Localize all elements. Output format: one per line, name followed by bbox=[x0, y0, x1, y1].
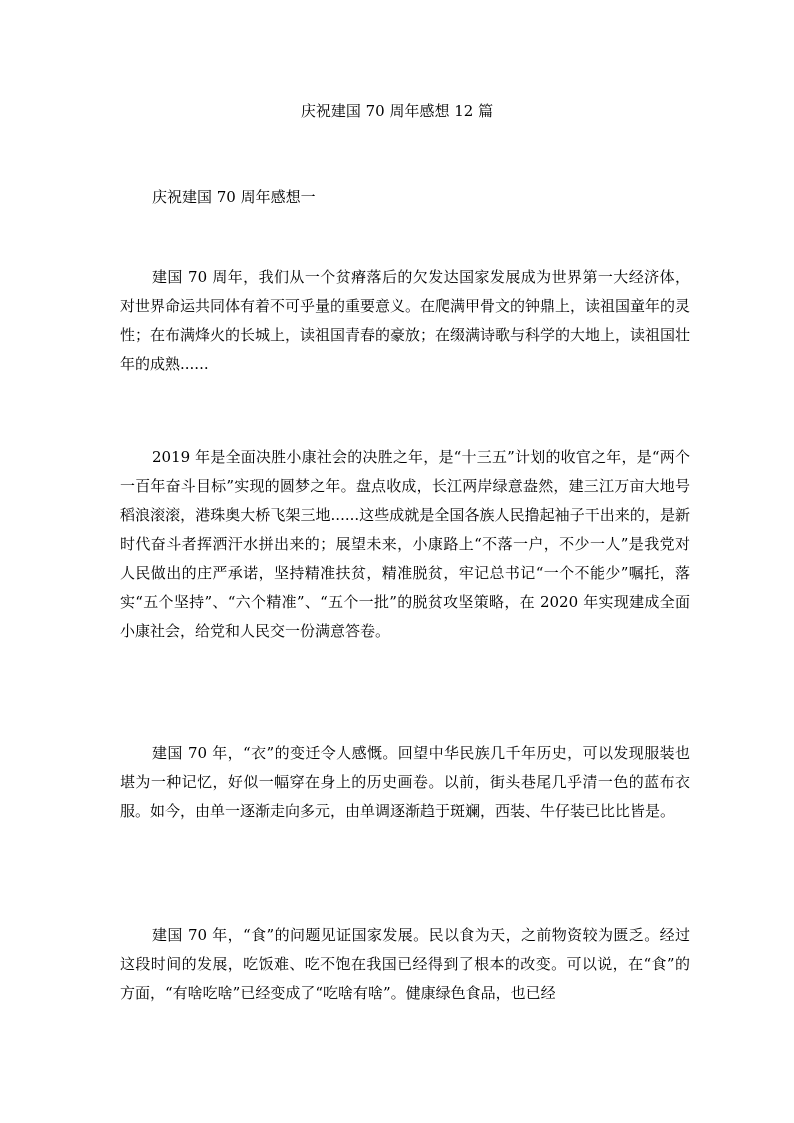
paragraph-4: 建国 70 年，“食”的问题见证国家发展。民以食为天，之前物资较为匮乏。经过这段时间的发展，吃饭难、吃不饱在我国已经得到了根本的改变。可以说，在“食”的方面，“有啥吃啥”已经变成了“吃啥有啥”。健康绿色食品，也已经 bbox=[120, 926, 690, 1002]
paragraph-3: 建国 70 年，“衣”的变迁令人感慨。回望中华民族几千年历史，可以发现服装也堪为一种记忆，好似一幅穿在身上的历史画卷。以前，街头巷尾几乎清一色的蓝布衣服。如今，由单一逐渐走向多元，由单调逐渐趋于斑斓，西装、牛仔装已比比皆是。 bbox=[120, 744, 690, 820]
section-heading: 庆祝建国 70 周年感想一 bbox=[152, 188, 316, 206]
paragraph-1: 建国 70 周年，我们从一个贫瘠落后的欠发达国家发展成为世界第一大经济体，对世界命运共同体有着不可乎量的重要意义。在爬满甲骨文的钟鼎上，读祖国童年的灵性；在布满烽火的长城上，读祖国青春的豪放；在缀满诗歌与科学的大地上，读祖国壮年的成熟...... bbox=[120, 268, 691, 373]
paragraph-2: 2019 年是全面决胜小康社会的决胜之年，是“十三五”计划的收官之年，是“两个一百年奋斗目标”实现的圆梦之年。盘点收成，长江两岸绿意盎然，建三江万亩大地号稻浪滚滚，港珠奥大桥飞架三地......这些成就是全国各族人民撸起袖子干出来的，是新时代奋斗者挥洒汗水拼出来的；展望未来，小康路上“不落一户，不少一人”是我党对人民做出的庄严承诺，坚持精准扶贫，精准脱贫，牢记总书记“一个不能少”嘱托，落实“五个坚持”、“六个精准”、“五个一批”的脱贫攻坚策略，在 2020 年实现建成全面小康社会，给党和人民交一份满意答卷。 bbox=[120, 448, 690, 640]
document-title: 庆祝建国 70 周年感想 12 篇 bbox=[300, 102, 494, 120]
